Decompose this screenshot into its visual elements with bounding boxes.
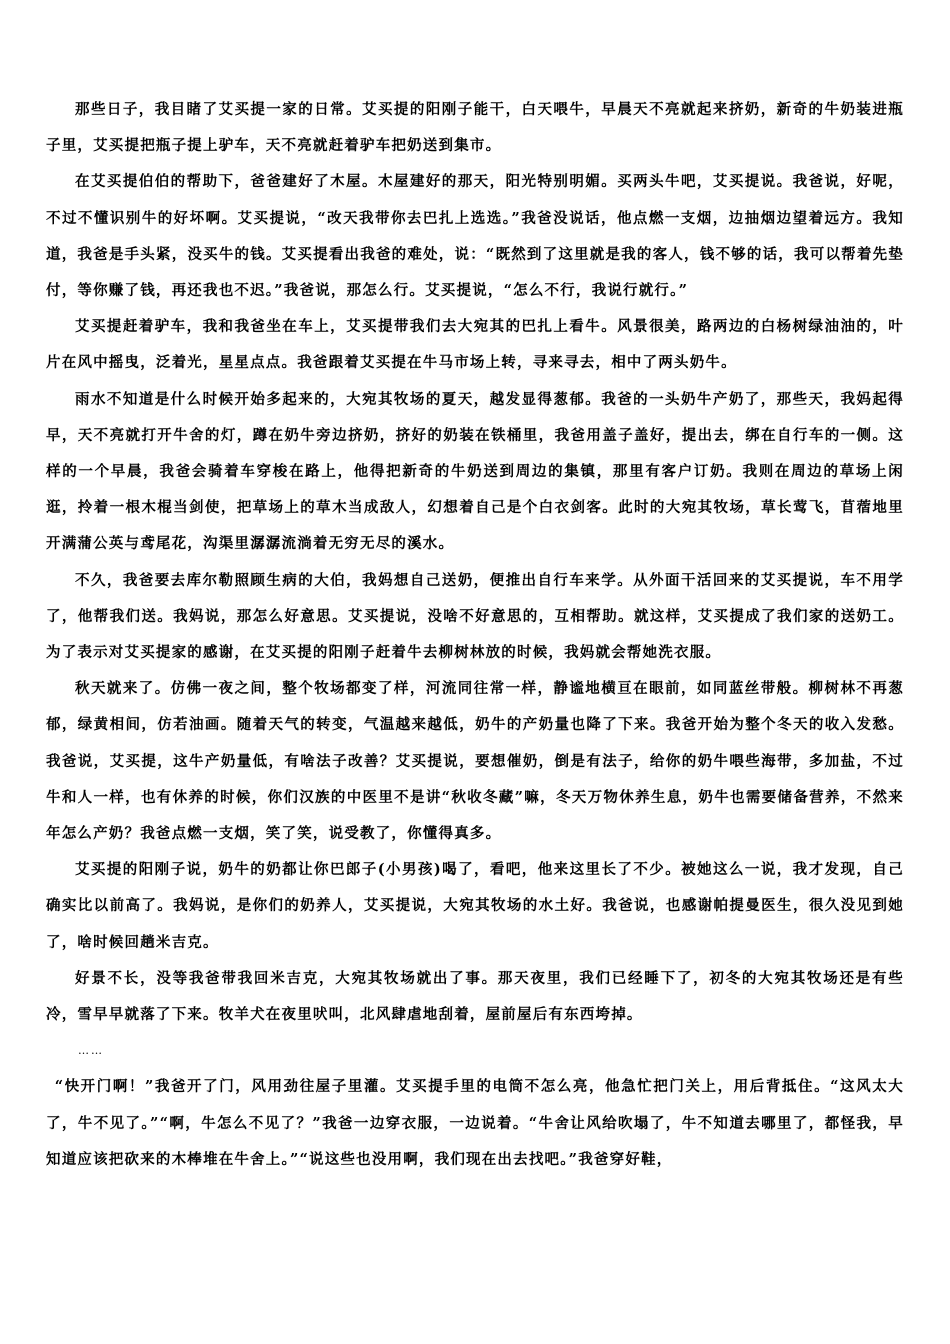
ellipsis-separator: …… (78, 1044, 104, 1058)
paragraph-6: 秋天就来了。仿佛一夜之间，整个牧场都变了样，河流同往常一样，静谧地横亘在眼前，如同蓝丝带般。柳树林不再葱郁，绿黄相间，仿若油画。随着天气的转变，气温越来越低，奶牛的产奶量也降了下来。我爸开始为整个冬天的收入发愁。我爸说，艾买提，这牛产奶量低，有啥法子改善？艾买提说，要想催奶，倒是有法子，给你的奶牛喂些海带，多加盐，不过牛和人一样，也有休养的时候，你们汉族的中医里不是讲“秋收冬藏”嘛，冬天万物休养生息，奶牛也需要储备营养，不然来年怎么产奶？我爸点燃一支烟，笑了笑，说受教了，你懂得真多。 (46, 680, 904, 843)
paragraph-3: 艾买提赶着驴车，我和我爸坐在车上，艾买提带我们去大宛其的巴扎上看牛。风景很美，路两边的白杨树绿油油的，叶片在风中摇曳，泛着光，星星点点。我爸跟着艾买提在牛马市场上转，寻来寻去，相中了两头奶牛。 (46, 318, 904, 372)
paragraph-4: 雨水不知道是什么时候开始多起来的，大宛其牧场的夏天，越发显得葱郁。我爸的一头奶牛产奶了，那些天，我妈起得早，天不亮就打开牛舍的灯，蹲在奶牛旁边挤奶，挤好的奶装在铁桶里，我爸用盖子盖好，提出去，绑在自行车的一侧。这样的一个早晨，我爸会骑着车穿梭在路上，他得把新奇的牛奶送到周边的集镇，那里有客户订奶。我则在周边的草场上闲逛，拎着一根木棍当剑使，把草场上的草木当成敌人，幻想着自己是个白衣剑客。此时的大宛其牧场，草长莺飞，苜蓿地里开满蒲公英与鸢尾花，沟渠里潺潺流淌着无穷无尽的溪水。 (46, 390, 904, 553)
paragraph-1: 那些日子，我目睹了艾买提一家的日常。艾买提的阳刚子能干，白天喂牛，早晨天不亮就起来挤奶，新奇的牛奶装进瓶子里，艾买提把瓶子提上驴车，天不亮就赶着驴车把奶送到集市。 (46, 101, 904, 155)
final-paragraph: “快开门啊！”我爸开了门，风用劲往屋子里灌。艾买提手里的电筒不怎么亮，他急忙把门关上，用后背抵住。“这风太大了，牛不见了。”“啊，牛怎么不见了？”我爸一边穿衣服，一边说着。“牛舍让风给吹塌了，牛不知道去哪里了，都怪我，早知道应该把砍来的木棒堆在牛舍上。”“说这些也没用啊，我们现在出去找吧。”我爸穿好鞋， (46, 1078, 904, 1168)
document-body (46, 92, 904, 1178)
paragraph-5: 不久，我爸要去库尔勒照顾生病的大伯，我妈想自己送奶，便推出自行车来学。从外面干活回来的艾买提说，车不用学了，他帮我们送。我妈说，那怎么好意思。艾买提说，没啥不好意思的，互相帮助。就这样，艾买提成了我们家的送奶工。为了表示对艾买提家的感谢，在艾买提的阳刚子赶着牛去柳树林放的时候，我妈就会帮她洗衣服。 (46, 571, 904, 662)
paragraph-2: 在艾买提伯伯的帮助下，爸爸建好了木屋。木屋建好的那天，阳光特别明媚。买两头牛吧，艾买提说。我爸说，好呢，不过不懂识别牛的好坏啊。艾买提说，“改天我带你去巴扎上选选。”我爸没说话，他点燃一支烟，边抽烟边望着远方。我知道，我爸是手头紧，没买牛的钱。艾买提看出我爸的难处，说：“既然到了这里就是我的客人，钱不够的话，我可以帮着先垫付，等你赚了钱，再还我也不迟。”我爸说，那怎么行。艾买提说，“怎么不行，我说行就行。” (46, 173, 904, 300)
paragraph-8: 好景不长，没等我爸带我回米吉克，大宛其牧场就出了事。那天夜里，我们已经睡下了，初冬的大宛其牧场还是有些冷，雪早早就落了下来。牧羊犬在夜里吠叫，北风肆虐地刮着，屋前屋后有东西垮掉。 (46, 969, 904, 1024)
paragraph-7: 艾买提的阳刚子说，奶牛的奶都让你巴郎子(小男孩)喝了，看吧，他来这里长了不少。被她这么一说，我才发现，自己确实比以前高了。我妈说，是你们的奶养人，艾买提说，大宛其牧场的水土好。我爸说，也感谢帕提曼医生，很久没见到她了，啥时候回趟米吉克。 (46, 861, 904, 951)
